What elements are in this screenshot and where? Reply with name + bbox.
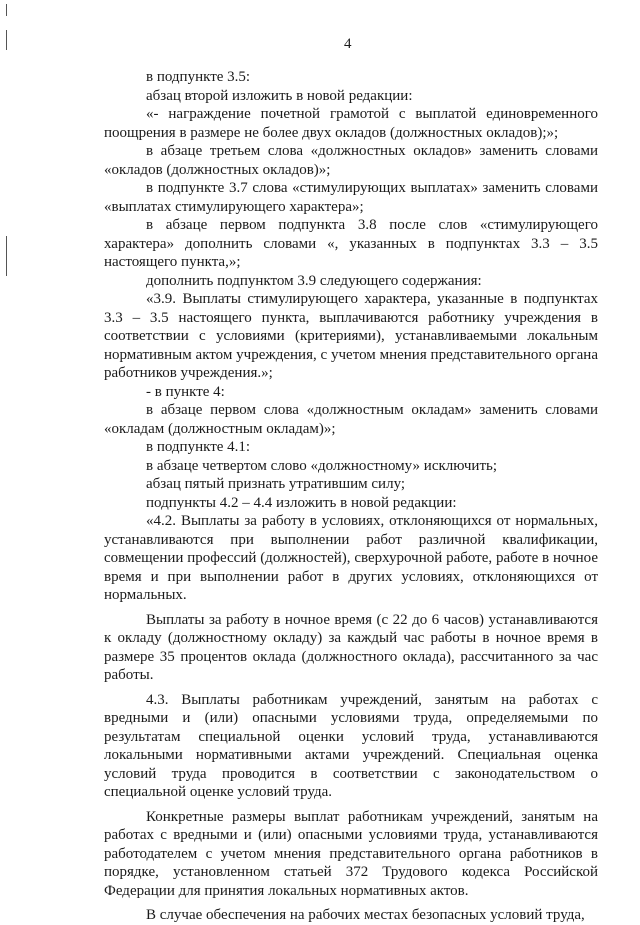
paragraph: «- награждение почетной грамотой с выплатой единовременного поощрения в размере не более двух окладов (должностных окладов);»; bbox=[104, 106, 598, 141]
paragraph: Выплаты за работу в ночное время (с 22 до 6 часов) устанавливаются к окладу (должностному окладу) за каждый час работы в ночное время в размере 35 процентов оклада (должностного оклада), рассчитанного за час работы. bbox=[104, 611, 598, 683]
paragraph: в абзаце первом подпункта 3.8 после слов «стимулирующего характера» дополнить словами «, указанных в подпунктах 3.3 – 3.5 настоящего пункта,»; bbox=[104, 217, 598, 270]
paragraph: в подпункте 4.1: bbox=[146, 439, 251, 455]
paragraph: в абзаце первом слова «должностным окладам» заменить словами «окладам (должностным окладам)»; bbox=[104, 402, 598, 437]
paragraph: в абзаце четвертом слово «должностному» исключить; bbox=[146, 457, 498, 474]
paragraph: дополнить подпунктом 3.9 следующего содержания: bbox=[146, 272, 482, 289]
page-number: 4 bbox=[344, 36, 352, 52]
paragraph: - в пункте 4: bbox=[146, 383, 225, 400]
paragraph: «4.2. Выплаты за работу в условиях, отклоняющихся от нормальных, устанавливаются при выполнении работ различной квалификации, совмещении профессий (должностей), сверхурочной работе, работе в ночное время и при выполнении работ в других условиях, отклоняющихся от нормальных. bbox=[104, 513, 598, 603]
scan-edge-mark bbox=[6, 30, 7, 50]
paragraph: абзац пятый признать утратившим силу; bbox=[146, 476, 406, 492]
paragraph: 4.3. Выплаты работникам учреждений, занятым на работах с вредными и (или) опасными условиями труда, определяемыми по результатам специальной оценки условий труда, устанавливаются локальными нормативными актами учреждений. Специальная оценка условий труда проводится в соответствии с законодательством о специальной оценке условий труда. bbox=[104, 691, 598, 800]
paragraph: абзац второй изложить в новой редакции: bbox=[146, 87, 413, 104]
paragraph: «3.9. Выплаты стимулирующего характера, указанные в подпунктах 3.3 – 3.5 настоящего пункта, выплачиваются работнику учреждения в соответствии с условиями (критериями), устанавливаемыми локальным нормативным актом учреждения, с учетом мнения представительного органа работников учреждения.»; bbox=[104, 291, 598, 381]
scan-edge-mark bbox=[6, 236, 7, 276]
paragraph: в подпункте 3.7 слова «стимулирующих выплатах» заменить словами «выплатах стимулирующего характера»; bbox=[104, 180, 598, 215]
paragraph: В случае обеспечения на рабочих местах безопасных условий труда, bbox=[146, 907, 585, 923]
paragraph: в абзаце третьем слова «должностных окладов» заменить словами «окладов (должностных окладов)»; bbox=[104, 143, 598, 178]
paragraph: подпункты 4.2 – 4.4 изложить в новой редакции: bbox=[146, 494, 457, 511]
scan-edge-mark bbox=[6, 4, 7, 16]
paragraph: Конкретные размеры выплат работникам учреждений, занятым на работах с вредными и (или) опасными условиями труда, устанавливаются работодателем с учетом мнения представительного органа работников в порядке, установленном статьей 372 Трудового кодекса Российской Федерации для принятия локальных нормативных актов. bbox=[104, 808, 598, 899]
paragraph: в подпункте 3.5: bbox=[146, 69, 251, 85]
document-body bbox=[104, 68, 598, 925]
